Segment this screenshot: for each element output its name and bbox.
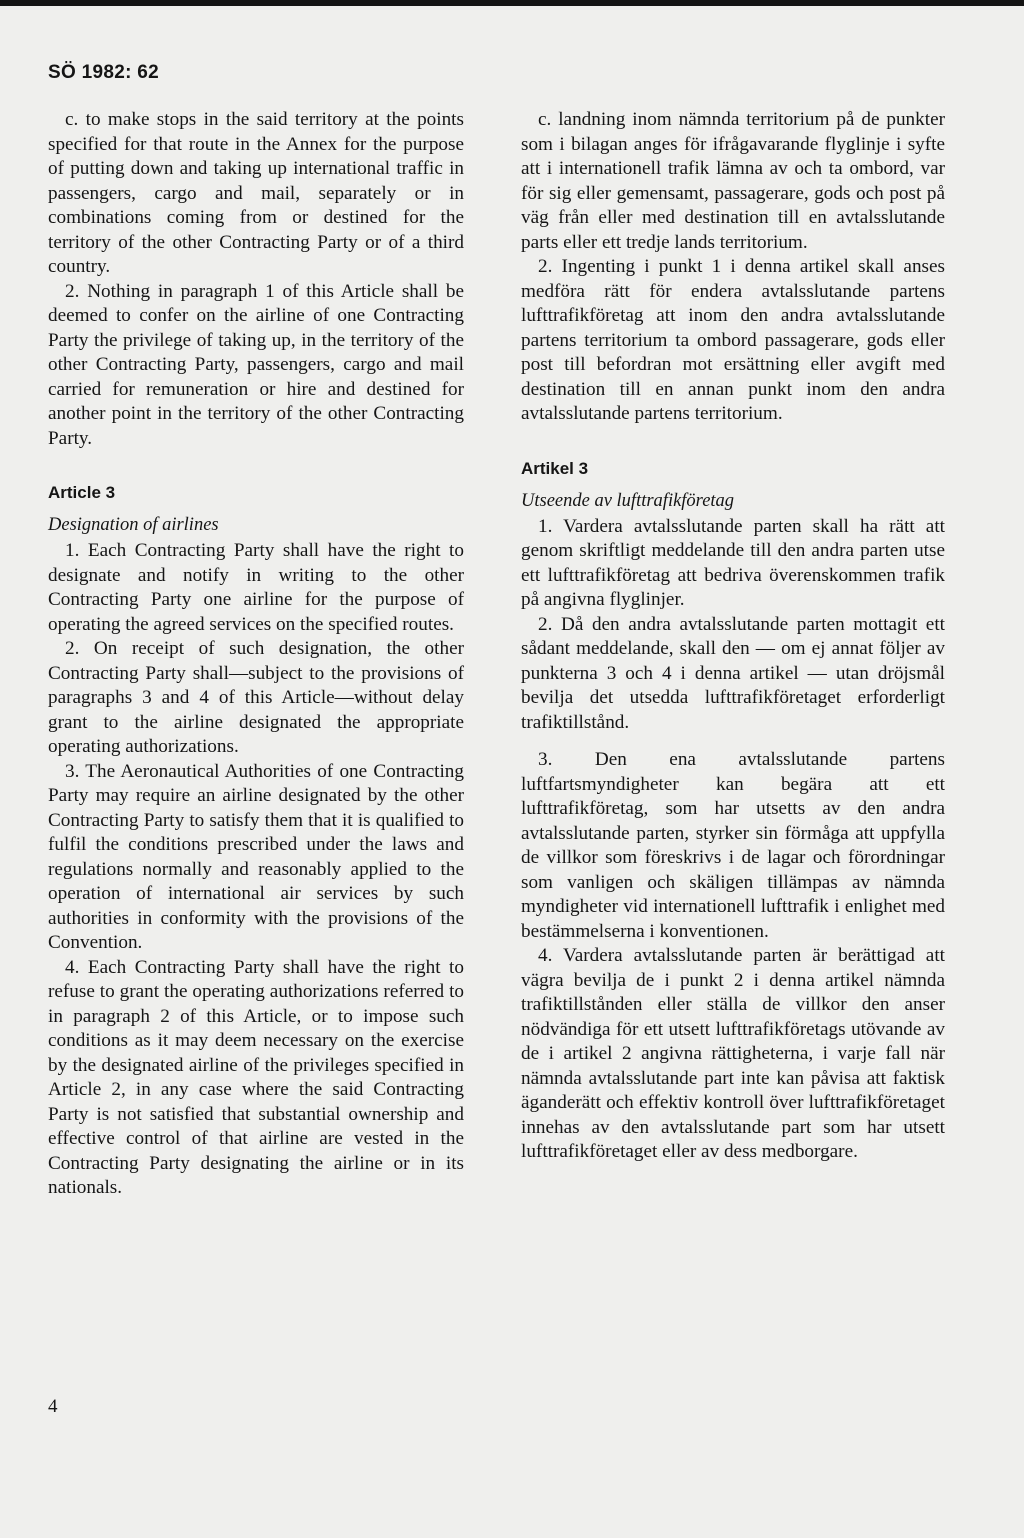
swedish-paragraph-c: c. landning inom nämnda territorium på de punkter som i bilagan anges för ifrågavarande flyglinje i syfte att i internationell trafik lämna av och ta ombord, var för sig eller gemensamt, passagerare, gods och post på väg från eller med destination till en avtalsslutande parts eller ett tredje lands territorium. (521, 109, 945, 253)
english-article3-paragraph-3: 3. The Aeronautical Authorities of one Contracting Party may require an airline designated by the other Contracting Party to satisfy them that it is qualified to fulfil the conditions prescribed under the laws and regulations normally and reasonably applied to the operation of international air services by such authorities in conformity with the provisions of the Convention. (48, 760, 464, 953)
swedish-article3-paragraph-4: 4. Vardera avtalsslutande parten är berättigad att vägra bevilja de i punkt 2 i denna artikel nämnda trafiktillstånden eller ställa de villkor den anser nödvändiga för ett utsett lufttrafikföretags utövande av de i artikel 2 angivna rättigheterna, i varje fall när nämnda avtalsslutande part inte kan påvisa att faktisk äganderätt och effektiv kontroll över lufttrafikföretaget innehas av den avtalsslutande part som har utsett lufttrafikföretaget eller av dess medborgare. (521, 945, 945, 1162)
swedish-column (521, 108, 945, 1165)
swedish-article-heading: Artikel 3 (521, 458, 589, 478)
english-article-heading: Article 3 (48, 483, 116, 502)
swedish-article3-paragraph-2: 2. Då den andra avtalsslutande parten mottagit ett sådant meddelande, skall den — om ej annat följer av punkterna 3 och 4 i denna artikel — utan dröjsmål bevilja det utsedda lufttrafikföretaget erforderligt trafiktillstånd. (521, 613, 945, 733)
english-paragraph-c: c. to make stops in the said territory at the points specified for that route in the Annex for the purpose of putting down and taking up international traffic in passengers, cargo and mail, separately or in combinations coming from or destined for the territory of the other Contracting Party or of a third country. (48, 109, 464, 277)
swedish-article3-paragraph-3: 3. Den ena avtalsslutande partens luftfartsmyndigheter kan begära att ett lufttrafikföretag, som har utsetts av den andra avtalsslutande parten, styrker sin förmåga att uppfylla de villkor som föreskrivs i de lagar och förordningar som vanligen och skäligen tillämpas av nämnda myndigheter vid internationell lufttrafik i enlighet med bestämmelserna i konventionen. (521, 749, 945, 942)
swedish-article-subheading: Utseende av lufttrafikföretag (521, 490, 735, 511)
top-edge-rule (0, 0, 1024, 6)
english-article-subheading: Designation of airlines (48, 515, 219, 535)
swedish-article3-paragraph-1: 1. Vardera avtalsslutande parten skall ha rätt att genom skriftligt meddelande till den andra parten utse ett lufttrafikföretag att bedriva överenskommen trafik på angivna flyglinjer. (521, 515, 945, 610)
english-article3-paragraph-2: 2. On receipt of such designation, the other Contracting Party shall—subject to the provisions of paragraphs 3 and 4 of this Article—without delay grant to the airline designated the appropriate operating authorizations. (48, 638, 464, 757)
running-head: SÖ 1982: 62 (48, 62, 160, 83)
swedish-paragraph-2: 2. Ingenting i punkt 1 i denna artikel skall anses medföra rätt för endera avtalsslutande partens lufttrafikföretag att inom den andra avtalsslutande partens territorium ta ombord passagerare, gods eller post till befordran mot ersättning eller avgift med destination till en annan punkt inom den andra avtalsslutande partens territorium. (521, 256, 945, 424)
english-column (48, 108, 464, 1201)
english-article3-paragraph-1: 1. Each Contracting Party shall have the right to designate and notify in writing to the other Contracting Party one airline for the purpose of operating the agreed services on the specified routes. (48, 540, 464, 635)
english-article3-paragraph-4: 4. Each Contracting Party shall have the right to refuse to grant the operating authorizations referred to in paragraph 2 of this Article, or to impose such conditions as it may deem necessary on the exercise by the designated airline of the privileges specified in Article 2, in any case where the said Contracting Party is not satisfied that substantial ownership and effective control of that airline are vested in the Contracting Party designating the airline or in its nationals. (48, 956, 464, 1198)
page-number: 4 (48, 1396, 58, 1417)
english-paragraph-2: 2. Nothing in paragraph 1 of this Article shall be deemed to confer on the airline of one Contracting Party the privilege of taking up, in the territory of the other Contracting Party, passengers, cargo and mail carried for remuneration or hire and destined for another point in the territory of the other Contracting Party. (48, 280, 464, 449)
